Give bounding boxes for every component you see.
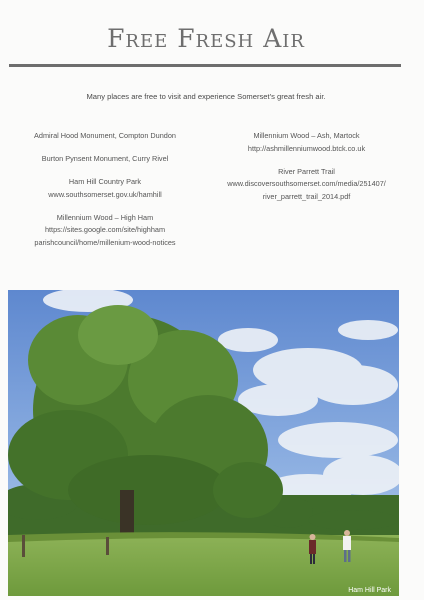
place-name: Ham Hill Country Park <box>68 177 142 186</box>
place-url[interactable]: https://sites.google.com/site/highham <box>44 225 166 234</box>
grass <box>8 535 399 596</box>
list-item <box>205 166 408 204</box>
left-column <box>5 130 205 260</box>
list-item <box>5 130 205 143</box>
list-item <box>5 176 205 201</box>
list-item <box>5 212 205 250</box>
list-item <box>5 153 205 166</box>
place-name: Burton Pynsent Monument, Curry Rivel <box>41 154 169 163</box>
list-item <box>205 130 408 155</box>
intro-text: Many places are free to visit and experience Somerset's great fresh air. <box>86 92 326 101</box>
place-name: Admiral Hood Monument, Compton Dundon <box>34 131 176 140</box>
place-url[interactable]: www.discoversouthsomerset.com/media/251407/ <box>227 179 386 188</box>
place-name: Millennium Wood – Ash, Martock <box>253 131 360 140</box>
ham-hill-photo <box>8 290 399 596</box>
photo-caption: Ham Hill Park <box>348 587 391 594</box>
place-url[interactable]: http://ashmillenniumwood.btck.co.uk <box>247 143 366 153</box>
right-column <box>205 130 408 214</box>
place-url[interactable]: river_parrett_trail_2014.pdf <box>262 191 351 201</box>
title-divider <box>9 64 401 67</box>
place-name: River Parrett Trail <box>278 166 335 176</box>
place-url[interactable]: www.southsomerset.gov.uk/hamhill <box>48 189 162 199</box>
page-title: Free Fresh Air <box>107 24 305 53</box>
place-name: Millennium Wood – High Ham <box>56 212 154 222</box>
landscape-image <box>8 290 399 596</box>
place-url[interactable]: parishcouncil/home/millenium-wood-notices <box>34 237 176 247</box>
